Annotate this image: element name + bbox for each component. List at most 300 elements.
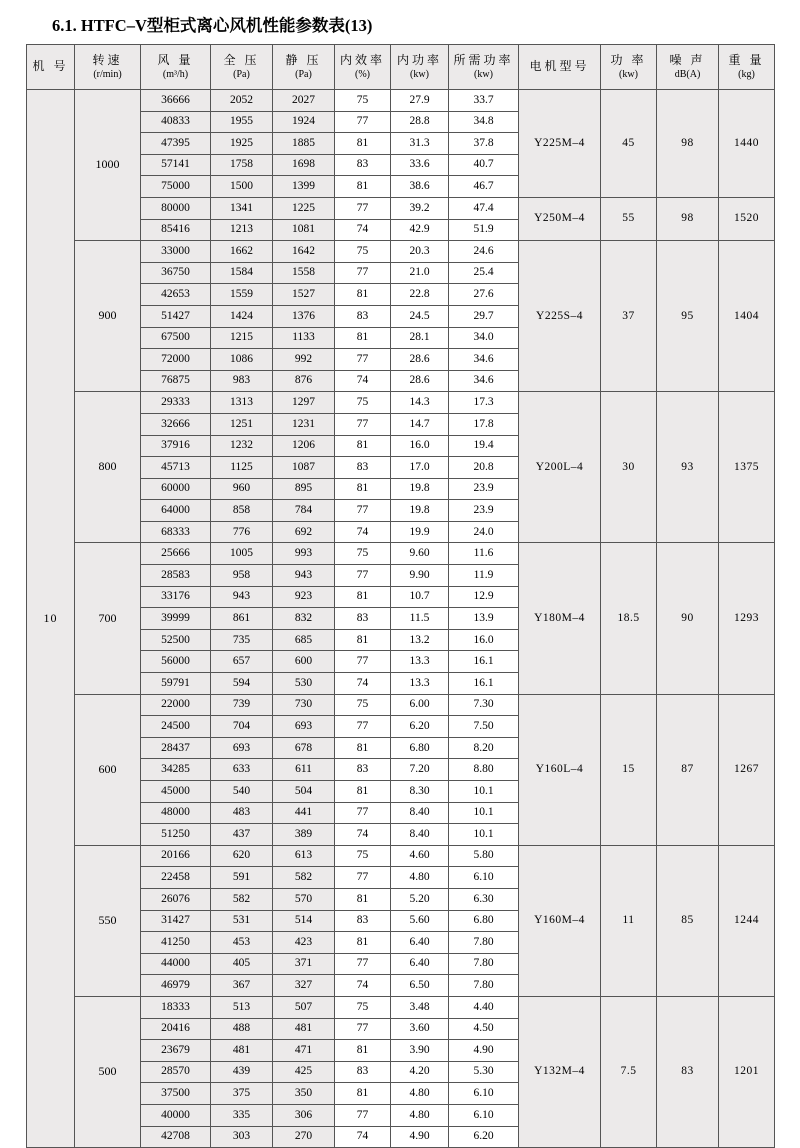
- total-pressure-cell: 633: [211, 759, 273, 781]
- static-pressure-cell: 1225: [273, 197, 335, 219]
- inner-power-cell: 28.8: [391, 111, 449, 133]
- fan-performance-table: [26, 44, 775, 1148]
- weight-cell: 1293: [719, 543, 775, 694]
- total-pressure-cell: 540: [211, 781, 273, 803]
- column-header-10: [657, 45, 719, 90]
- motor-model-cell: Y250M–4: [519, 197, 601, 240]
- flow-cell: 64000: [141, 500, 211, 522]
- inner-power-cell: 3.90: [391, 1040, 449, 1062]
- motor-model-cell: Y132M–4: [519, 996, 601, 1147]
- static-pressure-cell: 1527: [273, 284, 335, 306]
- column-header-unit: (kw): [474, 68, 493, 80]
- table-row: [27, 543, 775, 565]
- column-header-0: [27, 45, 75, 90]
- efficiency-cell: 83: [335, 154, 391, 176]
- static-pressure-cell: 514: [273, 910, 335, 932]
- efficiency-cell: 74: [335, 824, 391, 846]
- column-header-title: 内效率: [339, 52, 385, 67]
- noise-cell: 98: [657, 197, 719, 240]
- static-pressure-cell: 1924: [273, 111, 335, 133]
- total-pressure-cell: 983: [211, 370, 273, 392]
- total-pressure-cell: 1125: [211, 457, 273, 479]
- flow-cell: 28570: [141, 1061, 211, 1083]
- total-pressure-cell: 531: [211, 910, 273, 932]
- flow-cell: 18333: [141, 996, 211, 1018]
- inner-power-cell: 19.8: [391, 478, 449, 500]
- inner-power-cell: 8.40: [391, 802, 449, 824]
- efficiency-cell: 77: [335, 802, 391, 824]
- static-pressure-cell: 1231: [273, 413, 335, 435]
- noise-cell: 85: [657, 845, 719, 996]
- required-power-cell: 10.1: [449, 781, 519, 803]
- motor-model-cell: Y200L–4: [519, 392, 601, 543]
- flow-cell: 44000: [141, 953, 211, 975]
- total-pressure-cell: 591: [211, 867, 273, 889]
- flow-cell: 80000: [141, 197, 211, 219]
- total-pressure-cell: 1500: [211, 176, 273, 198]
- static-pressure-cell: 350: [273, 1083, 335, 1105]
- table-row: [27, 241, 775, 263]
- required-power-cell: 13.9: [449, 608, 519, 630]
- efficiency-cell: 81: [335, 1040, 391, 1062]
- inner-power-cell: 21.0: [391, 262, 449, 284]
- column-header-unit: (Pa): [295, 68, 312, 80]
- static-pressure-cell: 1642: [273, 241, 335, 263]
- flow-cell: 25666: [141, 543, 211, 565]
- required-power-cell: 17.8: [449, 413, 519, 435]
- column-header-11: [719, 45, 775, 90]
- motor-model-cell: Y160L–4: [519, 694, 601, 845]
- total-pressure-cell: 861: [211, 608, 273, 630]
- inner-power-cell: 4.20: [391, 1061, 449, 1083]
- static-pressure-cell: 504: [273, 781, 335, 803]
- total-pressure-cell: 704: [211, 716, 273, 738]
- static-pressure-cell: 1558: [273, 262, 335, 284]
- required-power-cell: 12.9: [449, 586, 519, 608]
- total-pressure-cell: 367: [211, 975, 273, 997]
- static-pressure-cell: 613: [273, 845, 335, 867]
- total-pressure-cell: 657: [211, 651, 273, 673]
- static-pressure-cell: 692: [273, 521, 335, 543]
- required-power-cell: 20.8: [449, 457, 519, 479]
- total-pressure-cell: 513: [211, 996, 273, 1018]
- static-pressure-cell: 389: [273, 824, 335, 846]
- efficiency-cell: 75: [335, 543, 391, 565]
- column-header-6: [391, 45, 449, 90]
- flow-cell: 36666: [141, 90, 211, 112]
- required-power-cell: 7.30: [449, 694, 519, 716]
- inner-power-cell: 19.8: [391, 500, 449, 522]
- static-pressure-cell: 1297: [273, 392, 335, 414]
- motor-power-cell: 15: [601, 694, 657, 845]
- column-header-unit: (m³/h): [162, 68, 189, 80]
- flow-cell: 41250: [141, 932, 211, 954]
- total-pressure-cell: 943: [211, 586, 273, 608]
- inner-power-cell: 27.9: [391, 90, 449, 112]
- inner-power-cell: 14.3: [391, 392, 449, 414]
- speed-cell: 700: [75, 543, 141, 694]
- total-pressure-cell: 1086: [211, 349, 273, 371]
- flow-cell: 28583: [141, 565, 211, 587]
- static-pressure-cell: 481: [273, 1018, 335, 1040]
- flow-cell: 34285: [141, 759, 211, 781]
- required-power-cell: 4.40: [449, 996, 519, 1018]
- total-pressure-cell: 1313: [211, 392, 273, 414]
- static-pressure-cell: 678: [273, 737, 335, 759]
- required-power-cell: 51.9: [449, 219, 519, 241]
- required-power-cell: 46.7: [449, 176, 519, 198]
- flow-cell: 76875: [141, 370, 211, 392]
- column-header-7: [449, 45, 519, 90]
- inner-power-cell: 24.5: [391, 305, 449, 327]
- inner-power-cell: 28.6: [391, 370, 449, 392]
- speed-cell: 500: [75, 996, 141, 1147]
- required-power-cell: 16.1: [449, 673, 519, 695]
- efficiency-cell: 81: [335, 478, 391, 500]
- column-header-title: 全 压: [223, 52, 260, 67]
- static-pressure-cell: 730: [273, 694, 335, 716]
- column-header-1: [75, 45, 141, 90]
- static-pressure-cell: 306: [273, 1104, 335, 1126]
- efficiency-cell: 83: [335, 305, 391, 327]
- required-power-cell: 34.0: [449, 327, 519, 349]
- required-power-cell: 24.6: [449, 241, 519, 263]
- inner-power-cell: 19.9: [391, 521, 449, 543]
- speed-cell: 600: [75, 694, 141, 845]
- inner-power-cell: 10.7: [391, 586, 449, 608]
- required-power-cell: 47.4: [449, 197, 519, 219]
- column-header-unit: (kw): [619, 68, 638, 80]
- inner-power-cell: 6.40: [391, 953, 449, 975]
- efficiency-cell: 83: [335, 1061, 391, 1083]
- table-body: [27, 90, 775, 1148]
- total-pressure-cell: 488: [211, 1018, 273, 1040]
- efficiency-cell: 77: [335, 867, 391, 889]
- flow-cell: 75000: [141, 176, 211, 198]
- efficiency-cell: 77: [335, 413, 391, 435]
- inner-power-cell: 6.80: [391, 737, 449, 759]
- static-pressure-cell: 507: [273, 996, 335, 1018]
- column-header-title: 静 压: [285, 52, 322, 67]
- flow-cell: 24500: [141, 716, 211, 738]
- required-power-cell: 17.3: [449, 392, 519, 414]
- inner-power-cell: 6.20: [391, 716, 449, 738]
- efficiency-cell: 83: [335, 457, 391, 479]
- efficiency-cell: 74: [335, 975, 391, 997]
- efficiency-cell: 83: [335, 759, 391, 781]
- flow-cell: 23679: [141, 1040, 211, 1062]
- flow-cell: 40000: [141, 1104, 211, 1126]
- static-pressure-cell: 693: [273, 716, 335, 738]
- flow-cell: 52500: [141, 629, 211, 651]
- required-power-cell: 24.0: [449, 521, 519, 543]
- flow-cell: 42653: [141, 284, 211, 306]
- inner-power-cell: 6.50: [391, 975, 449, 997]
- column-header-unit: (r/min): [93, 68, 122, 80]
- total-pressure-cell: 1232: [211, 435, 273, 457]
- required-power-cell: 34.6: [449, 349, 519, 371]
- static-pressure-cell: 1399: [273, 176, 335, 198]
- required-power-cell: 37.8: [449, 133, 519, 155]
- static-pressure-cell: 832: [273, 608, 335, 630]
- flow-cell: 57141: [141, 154, 211, 176]
- total-pressure-cell: 1251: [211, 413, 273, 435]
- flow-cell: 59791: [141, 673, 211, 695]
- inner-power-cell: 6.00: [391, 694, 449, 716]
- static-pressure-cell: 425: [273, 1061, 335, 1083]
- table-row: [27, 996, 775, 1018]
- total-pressure-cell: 483: [211, 802, 273, 824]
- efficiency-cell: 75: [335, 694, 391, 716]
- efficiency-cell: 83: [335, 608, 391, 630]
- flow-cell: 26076: [141, 888, 211, 910]
- static-pressure-cell: 784: [273, 500, 335, 522]
- column-header-unit: (kg): [738, 68, 755, 80]
- column-header-2: [141, 45, 211, 90]
- inner-power-cell: 4.80: [391, 867, 449, 889]
- static-pressure-cell: 2027: [273, 90, 335, 112]
- noise-cell: 87: [657, 694, 719, 845]
- efficiency-cell: 77: [335, 500, 391, 522]
- required-power-cell: 7.80: [449, 953, 519, 975]
- required-power-cell: 6.10: [449, 867, 519, 889]
- flow-cell: 33000: [141, 241, 211, 263]
- total-pressure-cell: 958: [211, 565, 273, 587]
- inner-power-cell: 28.1: [391, 327, 449, 349]
- efficiency-cell: 81: [335, 629, 391, 651]
- total-pressure-cell: 375: [211, 1083, 273, 1105]
- required-power-cell: 6.10: [449, 1104, 519, 1126]
- static-pressure-cell: 1698: [273, 154, 335, 176]
- flow-cell: 68333: [141, 521, 211, 543]
- flow-cell: 32666: [141, 413, 211, 435]
- inner-power-cell: 22.8: [391, 284, 449, 306]
- inner-power-cell: 4.80: [391, 1104, 449, 1126]
- column-header-title: 噪 声: [669, 52, 706, 67]
- motor-power-cell: 55: [601, 197, 657, 240]
- efficiency-cell: 81: [335, 737, 391, 759]
- motor-model-cell: Y160M–4: [519, 845, 601, 996]
- total-pressure-cell: 735: [211, 629, 273, 651]
- speed-cell: 1000: [75, 90, 141, 241]
- required-power-cell: 23.9: [449, 500, 519, 522]
- column-header-title: 转速: [92, 52, 123, 67]
- inner-power-cell: 3.48: [391, 996, 449, 1018]
- efficiency-cell: 81: [335, 888, 391, 910]
- total-pressure-cell: 1213: [211, 219, 273, 241]
- inner-power-cell: 42.9: [391, 219, 449, 241]
- static-pressure-cell: 1885: [273, 133, 335, 155]
- flow-cell: 39999: [141, 608, 211, 630]
- required-power-cell: 5.80: [449, 845, 519, 867]
- static-pressure-cell: 611: [273, 759, 335, 781]
- total-pressure-cell: 303: [211, 1126, 273, 1148]
- column-header-9: [601, 45, 657, 90]
- motor-model-cell: Y225S–4: [519, 241, 601, 392]
- efficiency-cell: 81: [335, 176, 391, 198]
- efficiency-cell: 77: [335, 111, 391, 133]
- inner-power-cell: 16.0: [391, 435, 449, 457]
- noise-cell: 95: [657, 241, 719, 392]
- total-pressure-cell: 1925: [211, 133, 273, 155]
- static-pressure-cell: 327: [273, 975, 335, 997]
- efficiency-cell: 81: [335, 932, 391, 954]
- efficiency-cell: 74: [335, 370, 391, 392]
- total-pressure-cell: 739: [211, 694, 273, 716]
- flow-cell: 37500: [141, 1083, 211, 1105]
- total-pressure-cell: 776: [211, 521, 273, 543]
- required-power-cell: 6.80: [449, 910, 519, 932]
- table-row: [27, 392, 775, 414]
- static-pressure-cell: 471: [273, 1040, 335, 1062]
- table-row: [27, 90, 775, 112]
- required-power-cell: 4.50: [449, 1018, 519, 1040]
- total-pressure-cell: 1005: [211, 543, 273, 565]
- flow-cell: 40833: [141, 111, 211, 133]
- noise-cell: 93: [657, 392, 719, 543]
- column-header-title: 风 量: [157, 52, 194, 67]
- noise-cell: 90: [657, 543, 719, 694]
- inner-power-cell: 4.60: [391, 845, 449, 867]
- speed-cell: 550: [75, 845, 141, 996]
- inner-power-cell: 9.90: [391, 565, 449, 587]
- flow-cell: 51250: [141, 824, 211, 846]
- flow-cell: 67500: [141, 327, 211, 349]
- efficiency-cell: 74: [335, 521, 391, 543]
- inner-power-cell: 13.3: [391, 673, 449, 695]
- inner-power-cell: 38.6: [391, 176, 449, 198]
- efficiency-cell: 81: [335, 327, 391, 349]
- efficiency-cell: 77: [335, 565, 391, 587]
- required-power-cell: 23.9: [449, 478, 519, 500]
- static-pressure-cell: 1206: [273, 435, 335, 457]
- column-header-5: [335, 45, 391, 90]
- total-pressure-cell: 405: [211, 953, 273, 975]
- flow-cell: 51427: [141, 305, 211, 327]
- static-pressure-cell: 582: [273, 867, 335, 889]
- total-pressure-cell: 335: [211, 1104, 273, 1126]
- efficiency-cell: 74: [335, 673, 391, 695]
- motor-model-cell: Y180M–4: [519, 543, 601, 694]
- total-pressure-cell: 1662: [211, 241, 273, 263]
- column-header-unit: dB(A): [674, 68, 701, 80]
- flow-cell: 33176: [141, 586, 211, 608]
- inner-power-cell: 20.3: [391, 241, 449, 263]
- weight-cell: 1267: [719, 694, 775, 845]
- efficiency-cell: 81: [335, 133, 391, 155]
- flow-cell: 48000: [141, 802, 211, 824]
- weight-cell: 1201: [719, 996, 775, 1147]
- inner-power-cell: 8.30: [391, 781, 449, 803]
- column-header-title: 功 率: [610, 52, 647, 67]
- required-power-cell: 7.80: [449, 932, 519, 954]
- static-pressure-cell: 441: [273, 802, 335, 824]
- weight-cell: 1404: [719, 241, 775, 392]
- static-pressure-cell: 423: [273, 932, 335, 954]
- required-power-cell: 6.10: [449, 1083, 519, 1105]
- required-power-cell: 16.0: [449, 629, 519, 651]
- efficiency-cell: 81: [335, 1083, 391, 1105]
- required-power-cell: 19.4: [449, 435, 519, 457]
- weight-cell: 1440: [719, 90, 775, 198]
- total-pressure-cell: 1584: [211, 262, 273, 284]
- inner-power-cell: 14.7: [391, 413, 449, 435]
- flow-cell: 72000: [141, 349, 211, 371]
- table-row: [27, 845, 775, 867]
- efficiency-cell: 77: [335, 1018, 391, 1040]
- flow-cell: 60000: [141, 478, 211, 500]
- total-pressure-cell: 439: [211, 1061, 273, 1083]
- motor-model-cell: Y225M–4: [519, 90, 601, 198]
- efficiency-cell: 77: [335, 262, 391, 284]
- flow-cell: 37916: [141, 435, 211, 457]
- column-header-title: 内功率: [396, 52, 442, 67]
- inner-power-cell: 5.20: [391, 888, 449, 910]
- flow-cell: 28437: [141, 737, 211, 759]
- machine-number-cell: 10: [27, 90, 75, 1148]
- required-power-cell: 29.7: [449, 305, 519, 327]
- motor-power-cell: 11: [601, 845, 657, 996]
- column-header-title: 重 量: [728, 52, 765, 67]
- required-power-cell: 27.6: [449, 284, 519, 306]
- required-power-cell: 25.4: [449, 262, 519, 284]
- motor-power-cell: 7.5: [601, 996, 657, 1147]
- required-power-cell: 10.1: [449, 824, 519, 846]
- flow-cell: 31427: [141, 910, 211, 932]
- inner-power-cell: 6.40: [391, 932, 449, 954]
- inner-power-cell: 4.80: [391, 1083, 449, 1105]
- total-pressure-cell: 1758: [211, 154, 273, 176]
- total-pressure-cell: 453: [211, 932, 273, 954]
- column-header-4: [273, 45, 335, 90]
- flow-cell: 22000: [141, 694, 211, 716]
- flow-cell: 36750: [141, 262, 211, 284]
- flow-cell: 47395: [141, 133, 211, 155]
- total-pressure-cell: 620: [211, 845, 273, 867]
- static-pressure-cell: 1133: [273, 327, 335, 349]
- flow-cell: 85416: [141, 219, 211, 241]
- static-pressure-cell: 876: [273, 370, 335, 392]
- total-pressure-cell: 481: [211, 1040, 273, 1062]
- required-power-cell: 6.20: [449, 1126, 519, 1148]
- efficiency-cell: 77: [335, 349, 391, 371]
- required-power-cell: 7.50: [449, 716, 519, 738]
- required-power-cell: 34.8: [449, 111, 519, 133]
- efficiency-cell: 77: [335, 1104, 391, 1126]
- total-pressure-cell: 1559: [211, 284, 273, 306]
- static-pressure-cell: 1087: [273, 457, 335, 479]
- required-power-cell: 16.1: [449, 651, 519, 673]
- efficiency-cell: 77: [335, 651, 391, 673]
- required-power-cell: 11.6: [449, 543, 519, 565]
- efficiency-cell: 75: [335, 845, 391, 867]
- inner-power-cell: 31.3: [391, 133, 449, 155]
- static-pressure-cell: 895: [273, 478, 335, 500]
- table-header: [27, 45, 775, 90]
- required-power-cell: 4.90: [449, 1040, 519, 1062]
- static-pressure-cell: 992: [273, 349, 335, 371]
- noise-cell: 83: [657, 996, 719, 1147]
- efficiency-cell: 75: [335, 392, 391, 414]
- motor-power-cell: 30: [601, 392, 657, 543]
- efficiency-cell: 74: [335, 219, 391, 241]
- total-pressure-cell: 960: [211, 478, 273, 500]
- page-title: 6.1. HTFC–V型柜式离心风机性能参数表(13): [52, 16, 373, 35]
- efficiency-cell: 77: [335, 953, 391, 975]
- required-power-cell: 6.30: [449, 888, 519, 910]
- static-pressure-cell: 270: [273, 1126, 335, 1148]
- efficiency-cell: 75: [335, 241, 391, 263]
